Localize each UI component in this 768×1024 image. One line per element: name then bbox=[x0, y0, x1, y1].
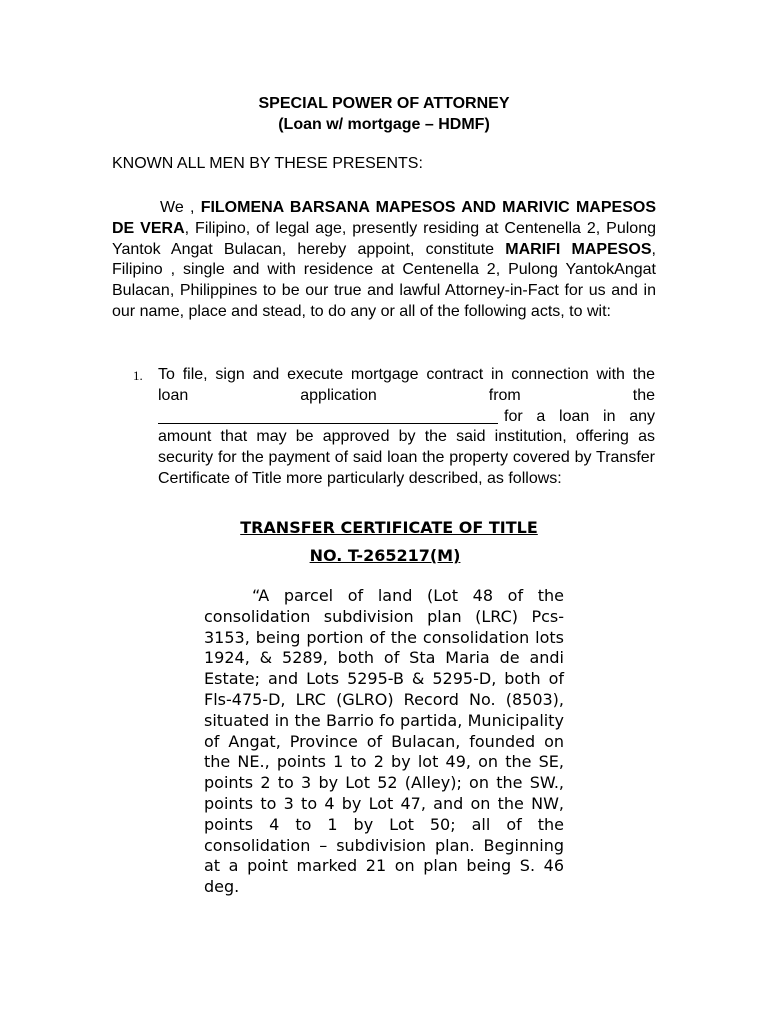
intro-text-2: , Filipino , single and with residence at Centenella 2, Pulong YantokAngat Bulacan, Philippines to be our true and lawful Attorney-in-Fact for us and in our name, place and stead, to do any or all of the following acts, to wit: bbox=[112, 240, 656, 320]
principals-names: FILOMENA BARSANA MAPESOS AND MARIVIC MAPESOS DE VERA bbox=[112, 199, 656, 237]
known-all-men-heading: KNOWN ALL MEN BY THESE PRESENTS: bbox=[112, 155, 423, 172]
list-item bbox=[158, 365, 655, 490]
tct-heading: TRANSFER CERTIFICATE OF TITLE bbox=[240, 518, 538, 537]
attorney-name: MARIFI MAPESOS bbox=[505, 240, 652, 258]
item-number: 1. bbox=[133, 368, 143, 383]
document-subtitle: (Loan w/ mortgage – HDMF) bbox=[278, 116, 490, 133]
blank-line bbox=[158, 407, 498, 424]
tct-number: NO. T-265217(M) bbox=[309, 546, 461, 565]
intro-text-1: , Filipino, of legal age, presently residing at Centenella 2, Pulong Yantok Angat Bulacan, hereby appoint, constitute bbox=[112, 219, 657, 258]
property-description: “A parcel of land (Lot 48 of the consolidation subdivision plan (LRC) Pcs-3153, being portion of the consolidation lots 1924, & 5289, both of Sta Maria de andi Estate; and Lots 5295-B & 5295-D, both of Fls-475-D, LRC (GLRO) Record No. (8503), situated in the Barrio fo partida, Municipality of Angat, Province of Bulacan, founded on the NE., points 1 to 2 by lot 49, on the SE, points 2 to 3 by Lot 52 (Alley); on the SW., points to 3 to 4 by Lot 47, and on the NW, points 4 to 1 by Lot 50; all of the consolidation – subdivision plan. Beginning at a point marked 21 on plan being S. 46 deg. bbox=[204, 586, 564, 897]
item-text-b: for a loan in any amount that may be approved by the said institution, offering as security for the payment of said loan the property covered by Transfer Certificate of Title more particularly described, as follows: bbox=[158, 407, 655, 487]
document-title: SPECIAL POWER OF ATTORNEY bbox=[258, 95, 510, 112]
intro-paragraph bbox=[112, 198, 656, 323]
intro-we: We , bbox=[160, 199, 195, 216]
item-text-a: To file, sign and execute mortgage contract in connection with the loan application from the bbox=[158, 366, 655, 404]
